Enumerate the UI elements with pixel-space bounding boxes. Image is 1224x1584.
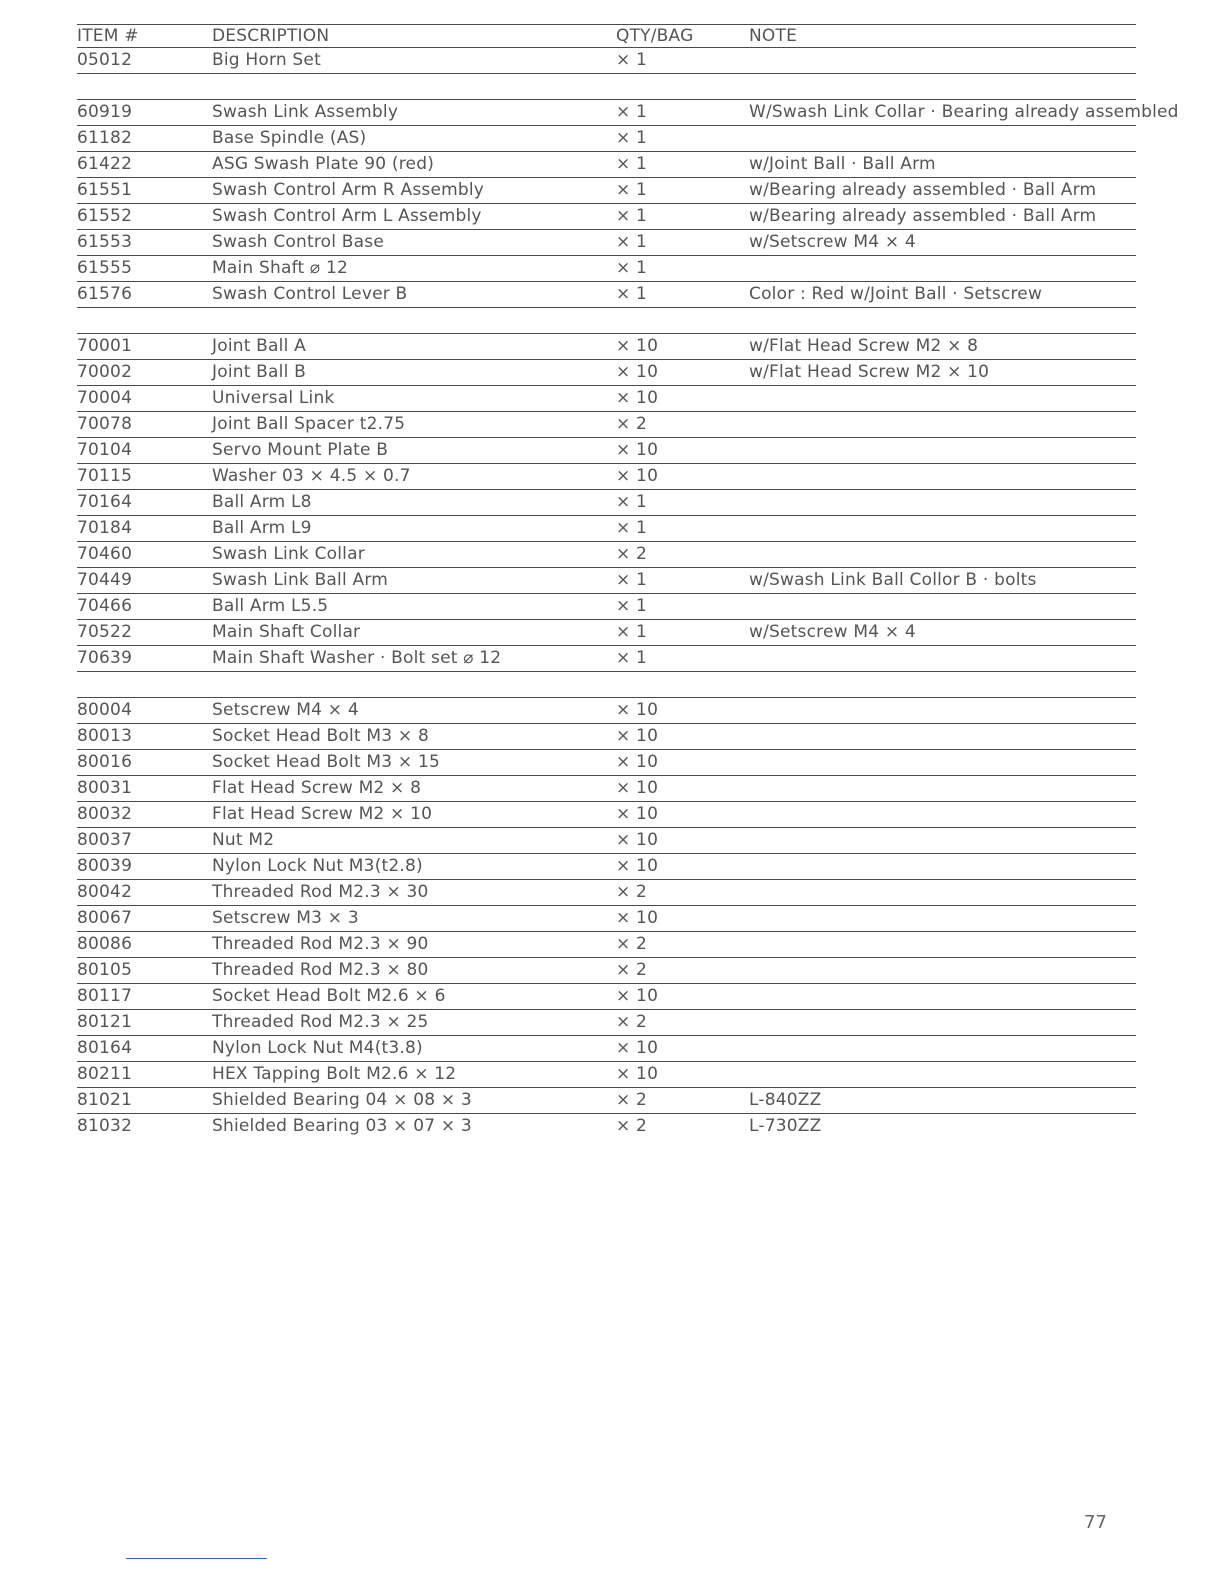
- header-description: DESCRIPTION: [212, 26, 330, 46]
- qty-cell: × 1: [616, 50, 648, 70]
- table-row: [77, 48, 1136, 74]
- description-cell: HEX Tapping Bolt M2.6 × 12: [212, 1064, 457, 1084]
- qty-cell: × 2: [616, 960, 648, 980]
- table-row: [77, 360, 1136, 386]
- item-number-cell: 61551: [77, 180, 133, 200]
- table-row: [77, 1114, 1136, 1140]
- table-row: [77, 1010, 1136, 1036]
- item-number-cell: 80031: [77, 778, 133, 798]
- table-row: [77, 178, 1136, 204]
- qty-cell: × 10: [616, 362, 659, 382]
- description-cell: Swash Link Ball Arm: [212, 570, 388, 590]
- section-spacer-row: [77, 308, 1136, 334]
- qty-cell: × 1: [616, 596, 648, 616]
- description-cell: Swash Link Collar: [212, 544, 365, 564]
- qty-cell: × 10: [616, 466, 659, 486]
- table-row: [77, 958, 1136, 984]
- description-cell: Threaded Rod M2.3 × 30: [212, 882, 429, 902]
- description-cell: Nylon Lock Nut M4(t3.8): [212, 1038, 423, 1058]
- table-row: [77, 516, 1136, 542]
- item-number-cell: 70078: [77, 414, 133, 434]
- item-number-cell: 80164: [77, 1038, 133, 1058]
- description-cell: Socket Head Bolt M2.6 × 6: [212, 986, 446, 1006]
- item-number-cell: 80037: [77, 830, 133, 850]
- description-cell: Big Horn Set: [212, 50, 321, 70]
- description-cell: Shielded Bearing 04 × 08 × 3: [212, 1090, 472, 1110]
- item-number-cell: 80086: [77, 934, 133, 954]
- qty-cell: × 1: [616, 232, 648, 252]
- qty-cell: × 1: [616, 258, 648, 278]
- item-number-cell: 80105: [77, 960, 133, 980]
- item-number-cell: 61552: [77, 206, 133, 226]
- item-number-cell: 80032: [77, 804, 133, 824]
- table-row: [77, 594, 1136, 620]
- item-number-cell: 80117: [77, 986, 133, 1006]
- description-cell: Swash Control Lever B: [212, 284, 408, 304]
- description-cell: Swash Control Base: [212, 232, 384, 252]
- header-item-number: ITEM #: [77, 26, 139, 46]
- item-number-cell: 61422: [77, 154, 133, 174]
- qty-cell: × 10: [616, 700, 659, 720]
- table-row: [77, 204, 1136, 230]
- table-row: [77, 802, 1136, 828]
- item-number-cell: 80211: [77, 1064, 133, 1084]
- item-number-cell: 70002: [77, 362, 133, 382]
- item-number-cell: 61182: [77, 128, 133, 148]
- table-row: [77, 724, 1136, 750]
- table-row: [77, 126, 1136, 152]
- item-number-cell: 80013: [77, 726, 133, 746]
- item-number-cell: 61555: [77, 258, 133, 278]
- qty-cell: × 1: [616, 518, 648, 538]
- parts-list-table: [77, 24, 1179, 1140]
- qty-cell: × 2: [616, 1012, 648, 1032]
- qty-cell: × 2: [616, 882, 648, 902]
- description-cell: Swash Link Assembly: [212, 102, 399, 122]
- qty-cell: × 10: [616, 804, 659, 824]
- item-number-cell: 70639: [77, 648, 133, 668]
- qty-cell: × 1: [616, 570, 648, 590]
- table-row: [77, 568, 1136, 594]
- description-cell: Main Shaft Washer · Bolt set ⌀ 12: [212, 648, 502, 668]
- description-cell: Threaded Rod M2.3 × 25: [212, 1012, 429, 1032]
- description-cell: Flat Head Screw M2 × 8: [212, 778, 422, 798]
- qty-cell: × 10: [616, 1064, 659, 1084]
- section-spacer-row: [77, 74, 1136, 100]
- item-number-cell: 70184: [77, 518, 133, 538]
- table-row: [77, 1062, 1136, 1088]
- qty-cell: × 10: [616, 726, 659, 746]
- table-row: [77, 230, 1136, 256]
- note-cell: Color : Red w/Joint Ball · Setscrew: [749, 284, 1043, 304]
- table-row: [77, 100, 1179, 126]
- table-row: [77, 906, 1136, 932]
- description-cell: Setscrew M3 × 3: [212, 908, 359, 928]
- table-row: [77, 334, 1136, 360]
- description-cell: Nylon Lock Nut M3(t2.8): [212, 856, 423, 876]
- table-row: [77, 1036, 1136, 1062]
- item-number-cell: 70001: [77, 336, 133, 356]
- item-number-cell: 05012: [77, 50, 133, 70]
- description-cell: Servo Mount Plate B: [212, 440, 389, 460]
- description-cell: Flat Head Screw M2 × 10: [212, 804, 433, 824]
- qty-cell: × 10: [616, 830, 659, 850]
- qty-cell: × 1: [616, 180, 648, 200]
- description-cell: Shielded Bearing 03 × 07 × 3: [212, 1116, 472, 1136]
- item-number-cell: 81021: [77, 1090, 133, 1110]
- section-spacer-row: [77, 672, 1136, 698]
- table-row: [77, 256, 1136, 282]
- table-row: [77, 932, 1136, 958]
- note-cell: L-730ZZ: [749, 1116, 822, 1136]
- item-number-cell: 80067: [77, 908, 133, 928]
- item-number-cell: 61553: [77, 232, 133, 252]
- table-row: [77, 412, 1136, 438]
- qty-cell: × 10: [616, 908, 659, 928]
- item-number-cell: 70164: [77, 492, 133, 512]
- description-cell: ASG Swash Plate 90 (red): [212, 154, 435, 174]
- item-number-cell: 80016: [77, 752, 133, 772]
- description-cell: Base Spindle (AS): [212, 128, 367, 148]
- description-cell: Setscrew M4 × 4: [212, 700, 359, 720]
- description-cell: Threaded Rod M2.3 × 80: [212, 960, 429, 980]
- description-cell: Main Shaft Collar: [212, 622, 361, 642]
- item-number-cell: 70004: [77, 388, 133, 408]
- item-number-cell: 70466: [77, 596, 133, 616]
- description-cell: Socket Head Bolt M3 × 8: [212, 726, 429, 746]
- item-number-cell: 70115: [77, 466, 133, 486]
- item-number-cell: 61576: [77, 284, 133, 304]
- description-cell: Joint Ball A: [212, 336, 306, 356]
- table-body: [77, 48, 1179, 1140]
- table-row: [77, 438, 1136, 464]
- item-number-cell: 80004: [77, 700, 133, 720]
- note-cell: L-840ZZ: [749, 1090, 822, 1110]
- description-cell: Swash Control Arm R Assembly: [212, 180, 485, 200]
- qty-cell: × 10: [616, 986, 659, 1006]
- table-row: [77, 698, 1136, 724]
- item-number-cell: 80042: [77, 882, 133, 902]
- qty-cell: × 1: [616, 492, 648, 512]
- note-cell: w/Swash Link Ball Collor B · bolts: [749, 570, 1037, 590]
- description-cell: Joint Ball Spacer t2.75: [212, 414, 406, 434]
- note-cell: w/Bearing already assembled · Ball Arm: [749, 206, 1097, 226]
- qty-cell: × 1: [616, 648, 648, 668]
- qty-cell: × 2: [616, 544, 648, 564]
- footer-link-underline: [126, 1558, 267, 1559]
- qty-cell: × 1: [616, 102, 648, 122]
- qty-cell: × 10: [616, 440, 659, 460]
- table-row: [77, 490, 1136, 516]
- table-row: [77, 620, 1136, 646]
- description-cell: Socket Head Bolt M3 × 15: [212, 752, 440, 772]
- description-cell: Ball Arm L5.5: [212, 596, 329, 616]
- note-cell: w/Flat Head Screw M2 × 10: [749, 362, 990, 382]
- note-cell: w/Setscrew M4 × 4: [749, 622, 916, 642]
- table-row: [77, 646, 1136, 672]
- note-cell: w/Setscrew M4 × 4: [749, 232, 916, 252]
- description-cell: Swash Control Arm L Assembly: [212, 206, 482, 226]
- page-number: 77: [1084, 1512, 1107, 1533]
- item-number-cell: 70104: [77, 440, 133, 460]
- qty-cell: × 2: [616, 934, 648, 954]
- table-row: [77, 386, 1136, 412]
- qty-cell: × 10: [616, 752, 659, 772]
- qty-cell: × 1: [616, 284, 648, 304]
- description-cell: Washer 03 × 4.5 × 0.7: [212, 466, 411, 486]
- description-cell: Nut M2: [212, 830, 275, 850]
- item-number-cell: 80121: [77, 1012, 133, 1032]
- note-cell: w/Flat Head Screw M2 × 8: [749, 336, 979, 356]
- qty-cell: × 10: [616, 856, 659, 876]
- qty-cell: × 2: [616, 414, 648, 434]
- description-cell: Main Shaft ⌀ 12: [212, 258, 348, 278]
- description-cell: Threaded Rod M2.3 × 90: [212, 934, 429, 954]
- description-cell: Universal Link: [212, 388, 335, 408]
- qty-cell: × 10: [616, 1038, 659, 1058]
- table-row: [77, 282, 1136, 308]
- qty-cell: × 10: [616, 778, 659, 798]
- table-row: [77, 152, 1136, 178]
- item-number-cell: 70449: [77, 570, 133, 590]
- qty-cell: × 2: [616, 1090, 648, 1110]
- item-number-cell: 70522: [77, 622, 133, 642]
- qty-cell: × 2: [616, 1116, 648, 1136]
- item-number-cell: 60919: [77, 102, 133, 122]
- table-row: [77, 776, 1136, 802]
- header-qty-per-bag: QTY/BAG: [616, 26, 694, 46]
- table-header-row: [77, 24, 1136, 48]
- qty-cell: × 1: [616, 622, 648, 642]
- table-row: [77, 750, 1136, 776]
- qty-cell: × 1: [616, 154, 648, 174]
- table-row: [77, 984, 1136, 1010]
- qty-cell: × 1: [616, 206, 648, 226]
- description-cell: Ball Arm L9: [212, 518, 312, 538]
- item-number-cell: 80039: [77, 856, 133, 876]
- table-row: [77, 542, 1136, 568]
- item-number-cell: 70460: [77, 544, 133, 564]
- table-row: [77, 464, 1136, 490]
- table-row: [77, 854, 1136, 880]
- table-row: [77, 828, 1136, 854]
- note-cell: w/Bearing already assembled · Ball Arm: [749, 180, 1097, 200]
- note-cell: w/Joint Ball · Ball Arm: [749, 154, 936, 174]
- item-number-cell: 81032: [77, 1116, 133, 1136]
- description-cell: Ball Arm L8: [212, 492, 312, 512]
- table-row: [77, 1088, 1136, 1114]
- qty-cell: × 1: [616, 128, 648, 148]
- header-note: NOTE: [749, 26, 798, 46]
- qty-cell: × 10: [616, 388, 659, 408]
- table-row: [77, 880, 1136, 906]
- qty-cell: × 10: [616, 336, 659, 356]
- description-cell: Joint Ball B: [212, 362, 306, 382]
- note-cell: W/Swash Link Collar · Bearing already assembled: [749, 102, 1179, 122]
